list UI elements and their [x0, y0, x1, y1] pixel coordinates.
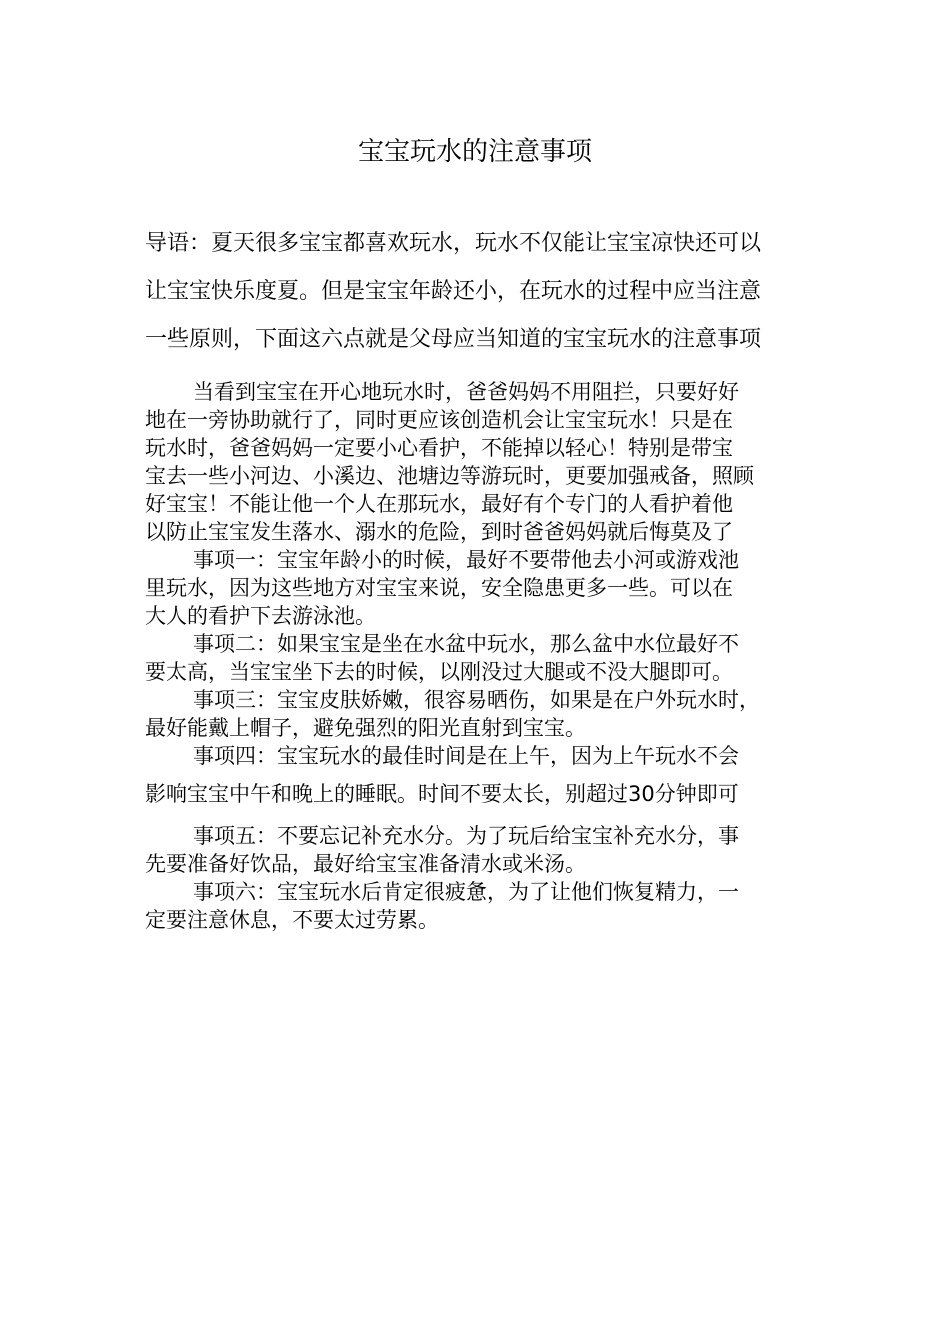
- body-paragraph-item-6: [145, 878, 809, 934]
- intro-line: 一些原则，下面这六点就是父母应当知道的宝宝玩水的注意事项: [145, 327, 762, 352]
- paragraph-line: 最好能戴上帽子，避免强烈的阳光直射到宝宝。: [145, 716, 586, 740]
- paragraph-line: 地在一旁协助就行了，同时更应该创造机会让宝宝玩水！只是在: [145, 408, 733, 432]
- intro-line: 让宝宝快乐度夏。但是宝宝年龄还小，在玩水的过程中应当注意: [145, 279, 762, 304]
- paragraph-line: 玩水时，爸爸妈妈一定要小心看护，不能掉以轻心！特别是带宝: [145, 436, 733, 460]
- body-paragraph-item-2: [145, 630, 809, 686]
- paragraph-line: 定要注意休息，不要太过劳累。: [145, 908, 439, 932]
- paragraph-line: 事项六：宝宝玩水后肯定很疲惫，为了让他们恢复精力，一: [193, 880, 739, 904]
- body-paragraph-item-3: [145, 686, 809, 742]
- paragraph-line: 事项一：宝宝年龄小的时候，最好不要带他去小河或游戏池: [193, 548, 739, 572]
- paragraph-line: 事项三：宝宝皮肤娇嫩，很容易晒伤，如果是在户外玩水时，: [193, 688, 760, 712]
- body-paragraph-general: [145, 378, 809, 546]
- paragraph-line: 以防止宝宝发生落水、溺水的危险，到时爸爸妈妈就后悔莫及了: [145, 520, 733, 544]
- paragraph-line: 大人的看护下去游泳池。: [145, 604, 376, 628]
- paragraph-line: 先要准备好饮品，最好给宝宝准备清水或米汤。: [145, 852, 586, 876]
- body-paragraph-item-1: [145, 546, 809, 630]
- paragraph-line: 事项四：宝宝玩水的最佳时间是在上午，因为上午玩水不会: [193, 744, 739, 768]
- paragraph-line: 当看到宝宝在开心地玩水时，爸爸妈妈不用阻拦，只要好好: [193, 380, 739, 404]
- body-paragraph-item-5: [145, 822, 809, 878]
- document-title: 宝宝玩水的注意事项: [357, 137, 592, 167]
- intro-line: 导语：夏天很多宝宝都喜欢玩水，玩水不仅能让宝宝凉快还可以: [145, 231, 762, 256]
- intro-paragraph: [145, 220, 809, 364]
- paragraph-line: 好宝宝！不能让他一个人在那玩水，最好有个专门的人看护着他: [145, 492, 733, 516]
- paragraph-line: 宝去一些小河边、小溪边、池塘边等游玩时，更要加强戒备，照顾: [145, 464, 754, 488]
- document-body: [145, 378, 809, 934]
- paragraph-line: 里玩水，因为这些地方对宝宝来说，安全隐患更多一些。可以在: [145, 576, 733, 600]
- body-paragraph-item-4: [145, 742, 809, 818]
- paragraph-line: 要太高，当宝宝坐下去的时候，以刚没过大腿或不没大腿即可。: [145, 660, 733, 684]
- paragraph-line: 影响宝宝中午和晚上的睡眠。时间不要太长，别超过30分钟即可: [145, 782, 739, 806]
- paragraph-line: 事项五：不要忘记补充水分。为了玩后给宝宝补充水分，事: [193, 824, 739, 848]
- paragraph-line: 事项二：如果宝宝是坐在水盆中玩水，那么盆中水位最好不: [193, 632, 739, 656]
